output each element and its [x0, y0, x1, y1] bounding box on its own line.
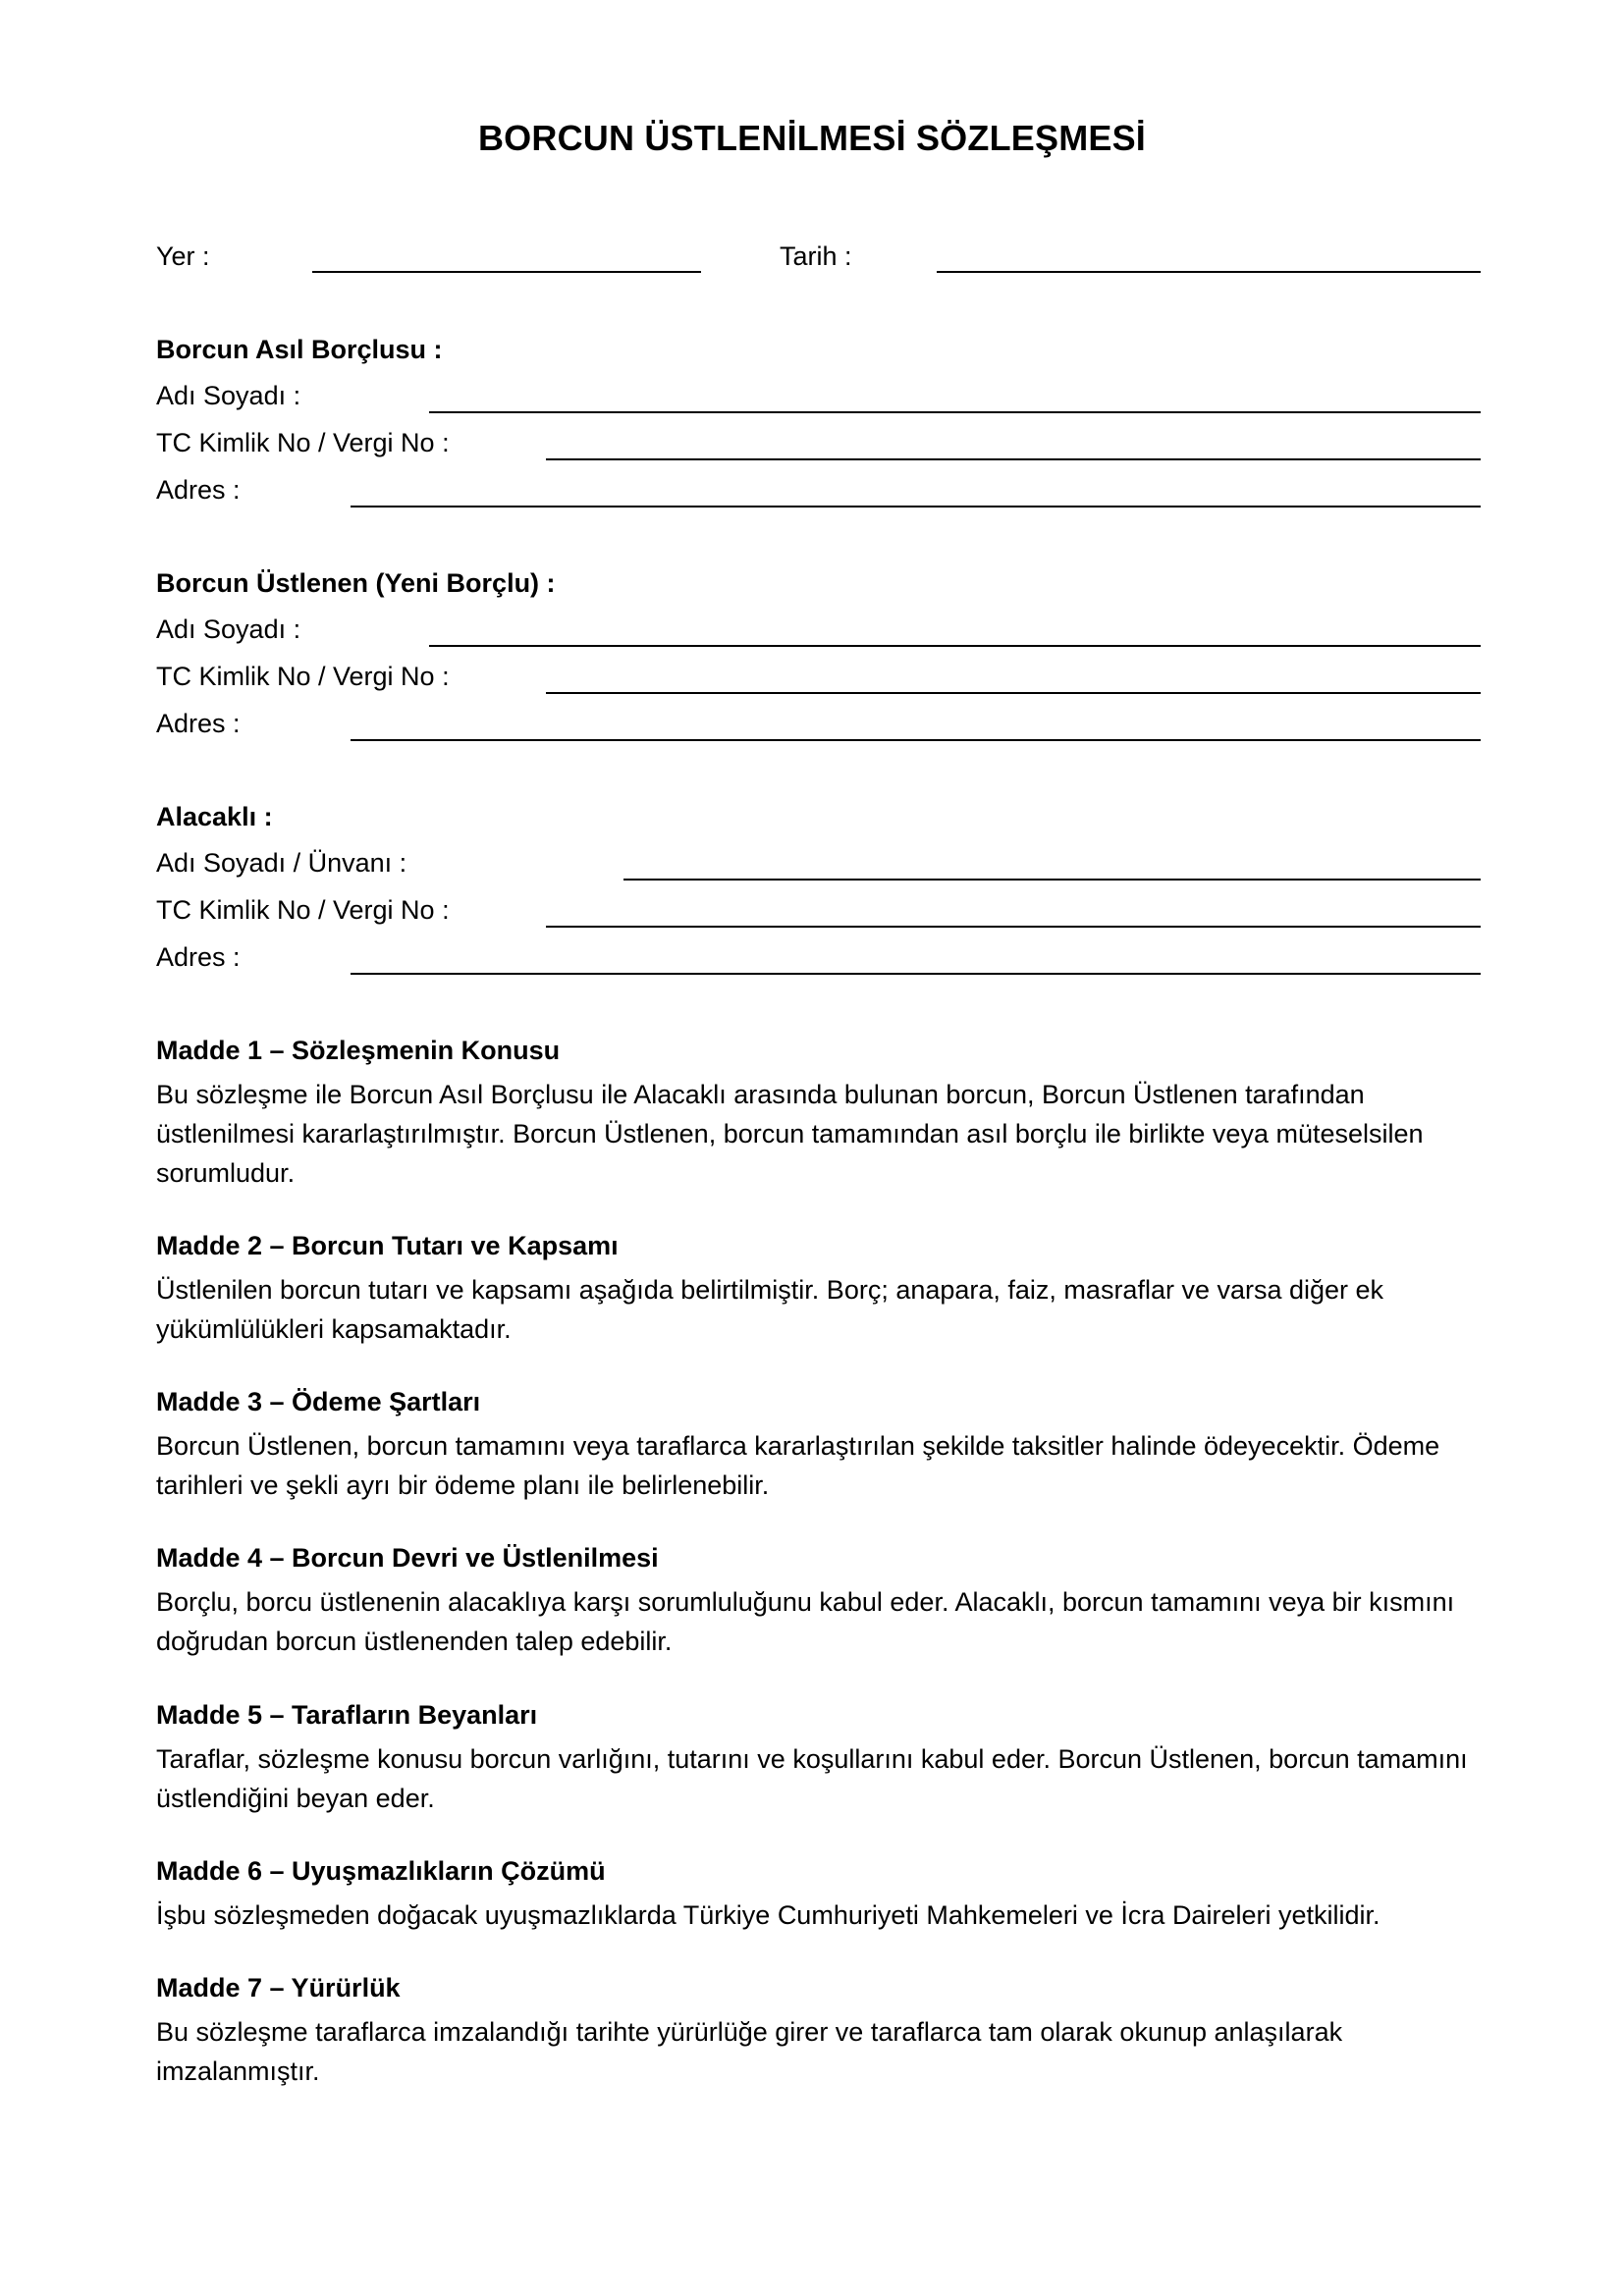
- article-7-text: Bu sözleşme taraflarca imzalandığı tarihte yürürlüğe girer ve taraflarca tam olarak okunup anlaşılarak imzalanmıştır.: [156, 2017, 1343, 2086]
- article-5-text: Taraflar, sözleşme konusu borcun varlığını, tutarını ve koşullarını kabul eder. Borcun Üstlenen, borcun tamamını üstlendiğini beyan eder.: [156, 1744, 1468, 1813]
- article-3-text: Borcun Üstlenen, borcun tamamını veya taraflarca kararlaştırılan şekilde taksitler halinde ödeyecektir. Ödeme tarihleri ve şekli ayrı bir ödeme planı ile belirlenebilir.: [156, 1431, 1440, 1500]
- article-6-text: İşbu sözleşmeden doğacak uyuşmazlıklarda Türkiye Cumhuriyeti Mahkemeleri ve İcra Daireleri yetkilidir.: [156, 1900, 1380, 1930]
- yer-field-line[interactable]: [312, 271, 701, 273]
- alacakli-name-label: Adı Soyadı / Ünvanı :: [156, 848, 407, 878]
- article-7-heading: Madde 7 – Yürürlük: [156, 1973, 401, 2002]
- asil-borclu-address-line[interactable]: [351, 506, 1481, 507]
- article-3-heading: Madde 3 – Ödeme Şartları: [156, 1387, 481, 1416]
- article-1-heading: Madde 1 – Sözleşmenin Konusu: [156, 1036, 561, 1065]
- asil-borclu-heading: Borcun Asıl Borçlusu :: [156, 335, 443, 364]
- ustlenen-name-label: Adı Soyadı :: [156, 614, 301, 644]
- asil-borclu-id-line[interactable]: [546, 458, 1481, 460]
- alacakli-name-line[interactable]: [623, 879, 1481, 881]
- article-4-text: Borçlu, borcu üstlenenin alacaklıya karşı sorumluluğunu kabul eder. Alacaklı, borcun tamamını veya bir kısmını doğrudan borcun üstlenenden talep edebilir.: [156, 1587, 1455, 1656]
- ustlenen-id-line[interactable]: [546, 692, 1481, 694]
- article-1-text: Bu sözleşme ile Borcun Asıl Borçlusu ile Alacaklı arasında bulunan borcun, Borcun Üstlenen tarafından üstlenilmesi kararlaştırılmıştır. Borcun Üstlenen, borcun tamamından asıl borçlu ile birlikte veya müteselsilen sorumludur.: [156, 1080, 1424, 1188]
- ustlenen-id-label: TC Kimlik No / Vergi No :: [156, 662, 450, 691]
- alacakli-address-label: Adres :: [156, 942, 241, 972]
- yer-label: Yer :: [156, 241, 210, 271]
- article-6-heading: Madde 6 – Uyuşmazlıkların Çözümü: [156, 1856, 606, 1886]
- tarih-field-line[interactable]: [937, 271, 1481, 273]
- alacakli-heading: Alacaklı :: [156, 802, 273, 831]
- article-2-heading: Madde 2 – Borcun Tutarı ve Kapsamı: [156, 1231, 619, 1260]
- document-title: BORCUN ÜSTLENİLMESİ SÖZLEŞMESİ: [477, 118, 1147, 158]
- alacakli-address-line[interactable]: [351, 973, 1481, 975]
- asil-borclu-address-label: Adres :: [156, 475, 241, 505]
- asil-borclu-name-label: Adı Soyadı :: [156, 381, 301, 410]
- ustlenen-address-line[interactable]: [351, 739, 1481, 741]
- alacakli-id-label: TC Kimlik No / Vergi No :: [156, 895, 450, 925]
- asil-borclu-id-label: TC Kimlik No / Vergi No :: [156, 428, 450, 457]
- article-4-heading: Madde 4 – Borcun Devri ve Üstlenilmesi: [156, 1543, 659, 1573]
- alacakli-id-line[interactable]: [546, 926, 1481, 928]
- ustlenen-heading: Borcun Üstlenen (Yeni Borçlu) :: [156, 568, 556, 598]
- article-5-heading: Madde 5 – Tarafların Beyanları: [156, 1700, 538, 1730]
- tarih-label: Tarih :: [780, 241, 852, 271]
- article-2-text: Üstlenilen borcun tutarı ve kapsamı aşağıda belirtilmiştir. Borç; anapara, faiz, masraflar ve varsa diğer ek yükümlülükleri kapsamaktadır.: [156, 1275, 1384, 1344]
- ustlenen-name-line[interactable]: [429, 645, 1481, 647]
- ustlenen-address-label: Adres :: [156, 709, 241, 738]
- asil-borclu-name-line[interactable]: [429, 411, 1481, 413]
